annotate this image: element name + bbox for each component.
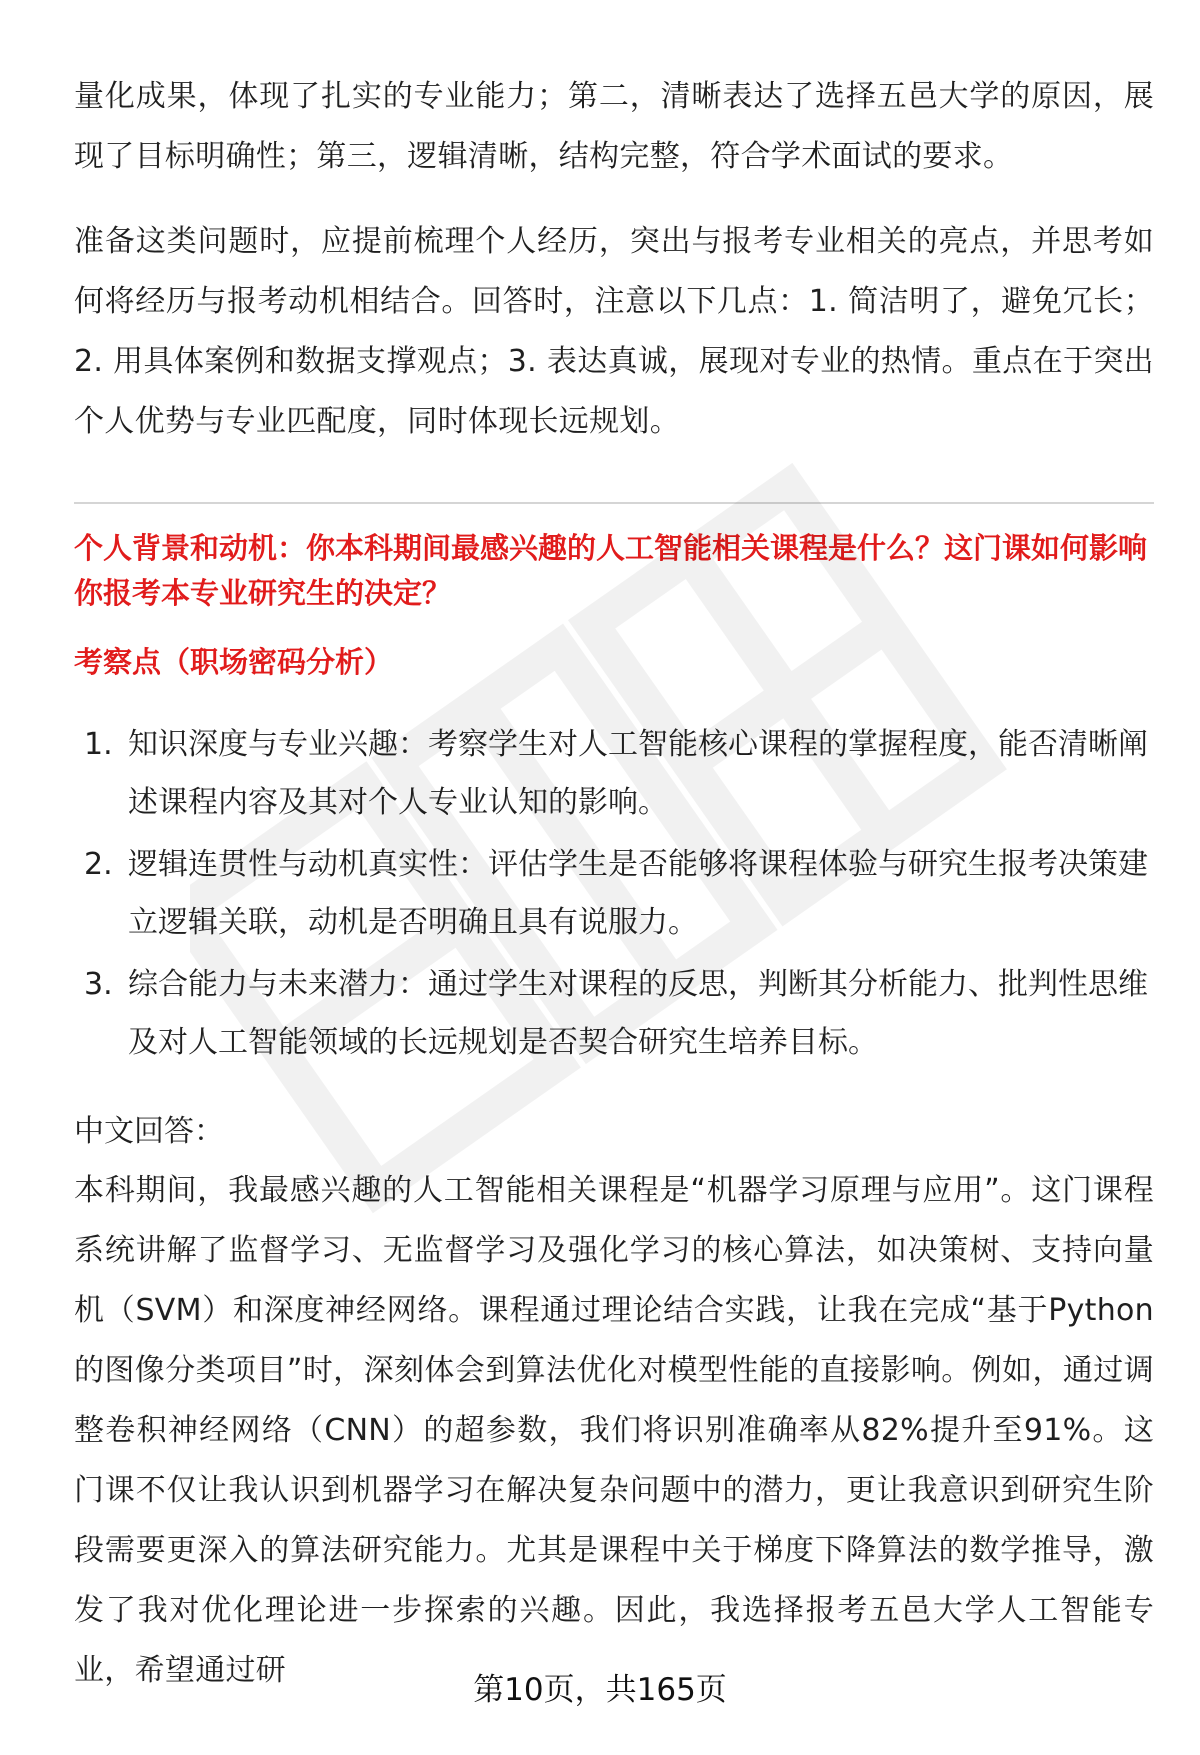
intro-paragraph-1: 量化成果，体现了扎实的专业能力；第二，清晰表达了选择五邑大学的原因，展现了目标明确性；第三，逻辑清晰，结构完整，符合学术面试的要求。 xyxy=(74,79,1154,174)
list-item-number: 3. xyxy=(84,967,113,1002)
assessment-points-list xyxy=(74,716,1154,1076)
list-item xyxy=(74,956,1154,1072)
list-item-text: 综合能力与未来潜力：通过学生对课程的反思，判断其分析能力、批判性思维及对人工智能领域的长远规划是否契合研究生培养目标。 xyxy=(128,967,1148,1060)
question-heading: 个人背景和动机：你本科期间最感兴趣的人工智能相关课程是什么？这门课如何影响你报考本专业研究生的决定？ xyxy=(74,531,1148,610)
intro-paragraph-2: 准备这类问题时，应提前梳理个人经历，突出与报考专业相关的亮点，并思考如何将经历与报考动机相结合。回答时，注意以下几点：1. 简洁明了，避免冗长；2. 用具体案例和数据支撑观点；3. 表达真诚，展现对专业的热情。重点在于突出个人优势与专业匹配度，同时体现长远规划。 xyxy=(74,224,1154,439)
assessment-points-title: 考察点（职场密码分析） xyxy=(74,645,394,679)
list-item-text: 逻辑连贯性与动机真实性：评估学生是否能够将课程体验与研究生报考决策建立逻辑关联，动机是否明确且具有说服力。 xyxy=(128,847,1148,940)
list-item-number: 1. xyxy=(84,727,113,762)
section-divider xyxy=(74,502,1154,504)
list-item-number: 2. xyxy=(84,847,113,882)
page-footer: 第10页，共165页 xyxy=(473,1672,727,1708)
document-page xyxy=(74,0,1154,1755)
list-item xyxy=(74,836,1154,952)
list-item xyxy=(74,716,1154,832)
answer-label: 中文回答： xyxy=(74,1114,224,1149)
list-item-text: 知识深度与专业兴趣：考察学生对人工智能核心课程的掌握程度，能否清晰阐述课程内容及其对个人专业认知的影响。 xyxy=(128,727,1148,820)
answer-paragraph: 本科期间，我最感兴趣的人工智能相关课程是“机器学习原理与应用”。这门课程系统讲解了监督学习、无监督学习及强化学习的核心算法，如决策树、支持向量机（SVM）和深度神经网络。课程通过理论结合实践，让我在完成“基于Python的图像分类项目”时，深刻体会到算法优化对模型性能的直接影响。例如，通过调整卷积神经网络（CNN）的超参数，我们将识别准确率从82%提升至91%。这门课不仅让我认识到机器学习在解决复杂问题中的潜力，更让我意识到研究生阶段需要更深入的算法研究能力。尤其是课程中关于梯度下降算法的数学推导，激发了我对优化理论进一步探索的兴趣。因此，我选择报考五邑大学人工智能专业，希望通过研 xyxy=(74,1173,1154,1688)
